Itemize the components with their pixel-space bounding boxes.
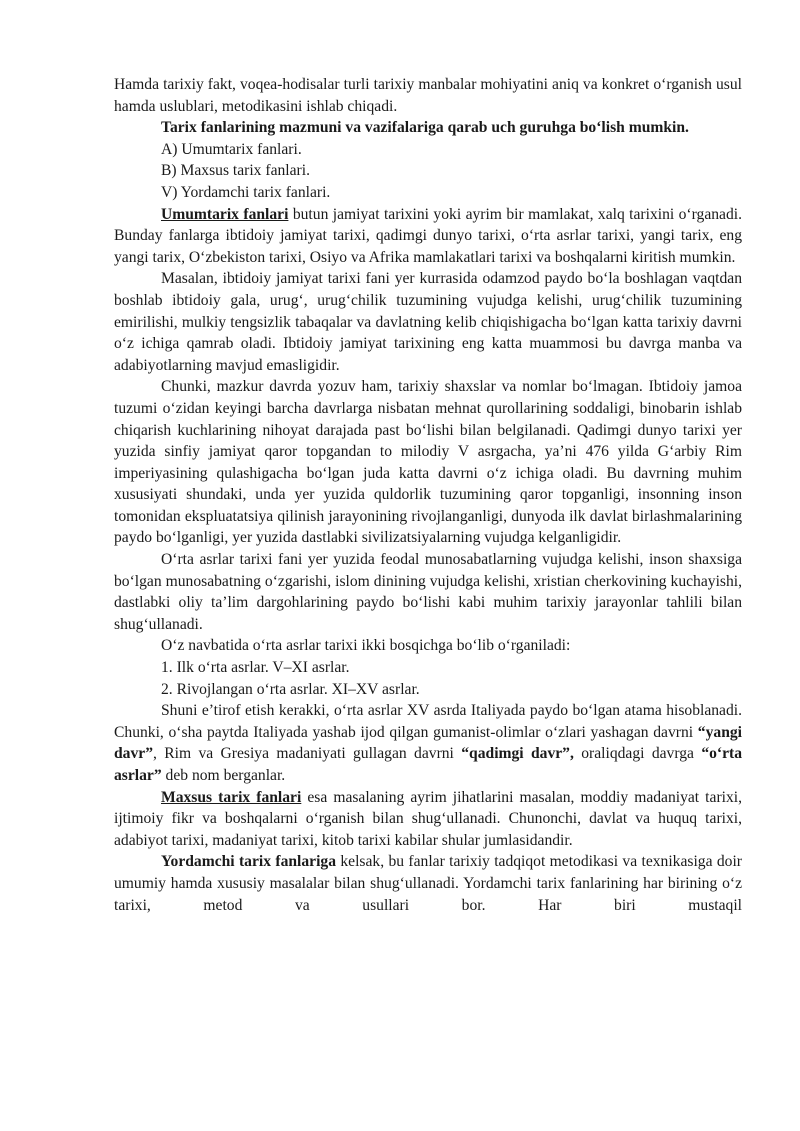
paragraph-general-history <box>114 204 742 269</box>
bold-term: “qadimgi davr”, <box>461 745 574 763</box>
paragraph-term-origin <box>114 700 742 786</box>
paragraph-intro: Hamda tarixiy fakt, voqea-hodisalar turli tarixiy manbalar mohiyatini aniq va konkret o‘rganish usul hamda uslublari, metodikasini ishlab chiqadi. <box>114 76 742 115</box>
paragraph-text: butun jamiyat tarixini yoki ayrim bir mamlakat, xalq tarixini o‘rganadi. Bunday fanlarga ibtidoiy jamiyat tarixi, qadimgi dunyo tarixi, o‘rta asrlar tarixi, yangi tarix, eng yangi tarix, O‘zbekiston tarixi, Osiyo va Afrika mamlakatlari tarixi va boshqalarni kiritish mumkin. <box>114 205 742 266</box>
paragraph-text: deb nom berganlar. <box>161 767 286 784</box>
list-item: B) Maxsus tarix fanlari. <box>161 162 310 180</box>
paragraph-text: Shuni e’tirof etish kerakki, o‘rta asrlar XV asrda Italiyada paydo bo‘lgan atama hisoblanadi. Chunki, o‘sha paytda Italiyada yashab ijod qilgan gumanist-olimlar o‘zlari yashagan davrni <box>114 702 742 741</box>
bold-term: “o‘rta asrlar” <box>114 745 743 784</box>
list-item: 1. Ilk o‘rta asrlar. V–XI asrlar. <box>161 659 350 677</box>
paragraph-middle-ages: O‘rta asrlar tarixi fani yer yuzida feodal munosabatlarning vujudga kelishi, inson shaxsiga bo‘lgan munosabatning o‘zgarishi, islom dinining vujudga kelishi, xristian cherkovining kuchayishi, dastlabki oliy ta’lim dargohlarining paydo bo‘lishi kabi muhim tarixiy jarayonlar tahlili bilan shug‘ullanadi. <box>114 551 742 633</box>
paragraph-text: esa masalaning ayrim jihatlarini masalan, moddiy madaniyat tarixi, ijtimoiy fikr va boshqalarni o‘rganish bilan shug‘ullanadi. Chunonchi, davlat va huquq tarixi, adabiyot tarixi, madaniyat tarixi, kitob tarixi kabilar shular jumlasidandir. <box>114 788 742 849</box>
bold-term: “yangi davr” <box>114 723 742 763</box>
term-special-history: Maxsus tarix fanlari <box>161 788 302 806</box>
paragraph-primitive-society: Masalan, ibtidoiy jamiyat tarixi fani yer kurrasida odamzod paydo bo‘la boshlagan vaqtdan boshlab ibtidoiy gala, urug‘, urug‘chilik tuzumining vujudga kelishi, urug‘chilik tuzumining emirilishi, mulkiy tengsizlik tabaqalar va davlatning kelib chiqishigacha bo‘lgan katta tarixiy davrni o‘z ichiga qamrab oladi. Ibtidoiy jamiyat tarixining eng katta muammosi bu davrga manba va adabiyotlarning mavjud emasligidir. <box>114 270 742 374</box>
paragraph-auxiliary-history <box>114 851 742 916</box>
term-general-history: Umumtarix fanlari <box>161 205 289 223</box>
list-item: A) Umumtarix fanlari. <box>161 140 302 158</box>
paragraph-periods-intro: O‘z navbatida o‘rta asrlar tarixi ikki bosqichga bo‘lib o‘rganiladi: <box>161 637 571 655</box>
bold-heading: Tarix fanlarining mazmuni va vazifalariga qarab uch guruhga bo‘lish mumkin. <box>161 119 689 137</box>
paragraph-ancient-world: Chunki, mazkur davrda yozuv ham, tarixiy shaxslar va nomlar bo‘lmagan. Ibtidoiy jamoa tuzumi o‘zidan keyingi barcha davrlarga nisbatan mehnat qurollarining soddaligi, binobarin ishlab chiqarish kuchlarining nihoyat darajada past bo‘lishi bilan belgilanadi. Qadimgi dunyo tarixi yer yuzida sinfiy jamiyat qaror topgandan to milodiy V asrgacha, ya’ni 476 yilda G‘arbiy Rim imperiyasining qulashigacha bo‘lgan juda katta davrni o‘z ichiga oladi. Bu davrning muhim xususiyati shundaki, unda yer yuzida quldorlik tuzumining qaror topganligi, insonning inson tomonidan ekspluatatsiya qilinish jarayonining rivojlanganligi, dunyoda ilk davlat birlashmalarining paydo bo‘lganligi, yer yuzida dastlabki sivilizatsiyalarning vujudga kelganligidir. <box>114 378 742 547</box>
paragraph-text: oraliqdagi davrga <box>573 745 702 763</box>
paragraph-text: kelsak, bu fanlar tarixiy tadqiqot metodikasi va texnikasiga doir umumiy hamda xususiy masalalar bilan shug‘ullanadi. Yordamchi tarix fanlarining har birining o‘z tarixi, metod va usullari bor. Har biri mustaqil <box>114 853 742 914</box>
paragraph-special-history <box>114 787 742 852</box>
paragraph-classification <box>114 117 742 139</box>
term-auxiliary-history: Yordamchi tarix fanlariga <box>161 853 337 871</box>
list-item: V) Yordamchi tarix fanlari. <box>161 183 331 201</box>
list-item: 2. Rivojlangan o‘rta asrlar. XI–XV asrlar. <box>161 680 420 698</box>
paragraph-text: , Rim va Gresiya madaniyati gullagan davrni <box>152 745 462 763</box>
